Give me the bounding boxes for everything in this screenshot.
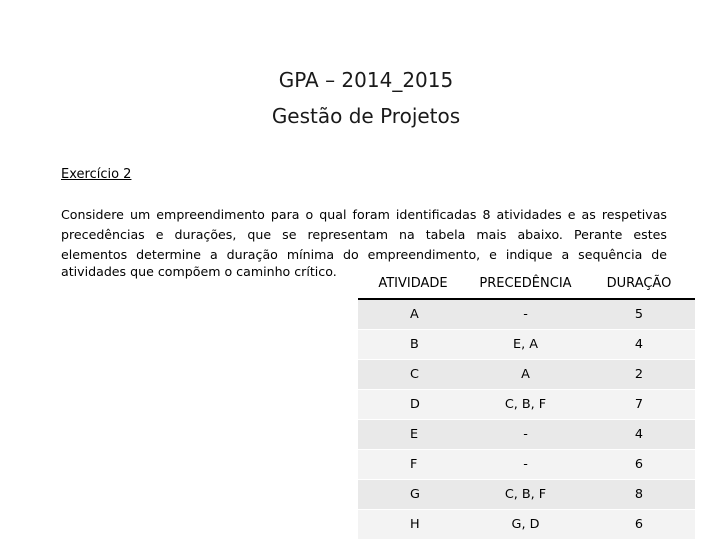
exercise-label: Exercício 2: [61, 167, 132, 182]
table-row: [358, 419, 695, 449]
page-title: GPA – 2014_2015: [278, 68, 454, 92]
page-subtitle: Gestão de Projetos: [271, 104, 461, 128]
table-row: [358, 479, 695, 509]
precedence-cell: G, D: [468, 509, 583, 539]
precedence-cell: C, B, F: [468, 389, 583, 419]
duration-cell: 2: [583, 359, 695, 389]
table-row: [358, 449, 695, 479]
precedence-cell: -: [468, 449, 583, 479]
activity-cell: B: [358, 329, 468, 359]
activity-cell: A: [358, 299, 468, 329]
duration-cell: 7: [583, 389, 695, 419]
header-activity: ATIVIDADE: [358, 268, 468, 299]
table-row: [358, 329, 695, 359]
paragraph-line-4: atividades que compõem o caminho crítico.: [61, 264, 337, 279]
activities-table: [358, 268, 695, 540]
table-header-row: [358, 268, 695, 299]
activity-cell: F: [358, 449, 468, 479]
table-row: [358, 359, 695, 389]
precedence-cell: -: [468, 299, 583, 329]
duration-cell: 4: [583, 329, 695, 359]
activity-cell: H: [358, 509, 468, 539]
activity-cell: D: [358, 389, 468, 419]
duration-cell: 6: [583, 449, 695, 479]
activity-cell: G: [358, 479, 468, 509]
header-duration: DURAÇÃO: [583, 268, 695, 299]
precedence-cell: -: [468, 419, 583, 449]
duration-cell: 4: [583, 419, 695, 449]
paragraph-line-3: elementos determine a duração mínima do empreendimento, e indique a sequência de: [61, 247, 667, 262]
duration-cell: 5: [583, 299, 695, 329]
paragraph-line-2: precedências e durações, que se representam na tabela mais abaixo. Perante estes: [61, 227, 667, 242]
duration-cell: 6: [583, 509, 695, 539]
precedence-cell: C, B, F: [468, 479, 583, 509]
precedence-cell: A: [468, 359, 583, 389]
activity-cell: E: [358, 419, 468, 449]
table-row: [358, 509, 695, 539]
precedence-cell: E, A: [468, 329, 583, 359]
paragraph-line-1: Considere um empreendimento para o qual foram identificadas 8 atividades e as respetivas: [61, 207, 667, 222]
duration-cell: 8: [583, 479, 695, 509]
header-precedence: PRECEDÊNCIA: [468, 268, 583, 299]
activity-cell: C: [358, 359, 468, 389]
table-row: [358, 389, 695, 419]
table-row: [358, 299, 695, 329]
